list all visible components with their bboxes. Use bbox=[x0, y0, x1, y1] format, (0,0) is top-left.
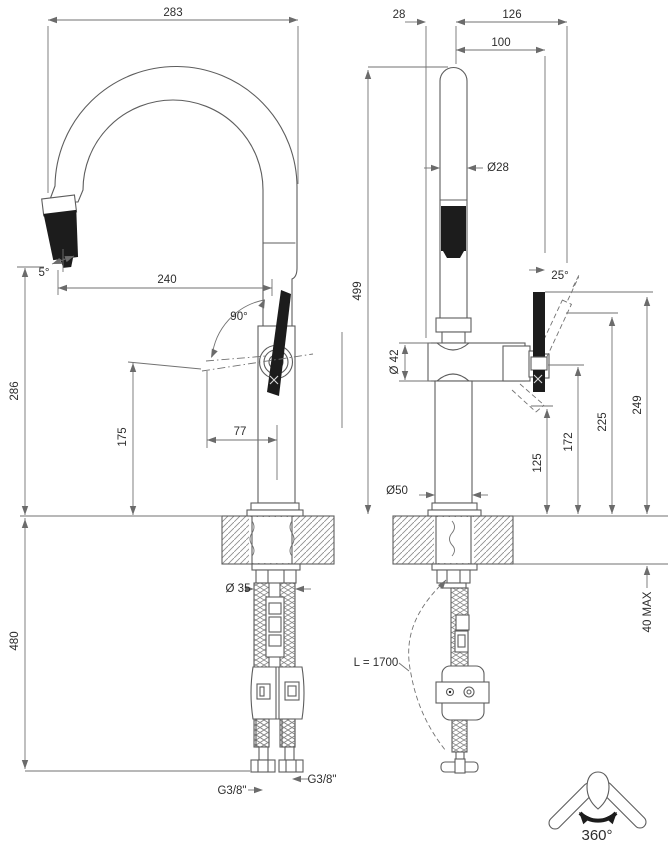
dim-handle-offset: 77 bbox=[233, 426, 247, 438]
countertop-section-front bbox=[393, 516, 513, 564]
dim-lever-angle: 25° bbox=[551, 270, 569, 282]
mounting-nut-front bbox=[432, 564, 477, 588]
base-flange-front bbox=[432, 503, 477, 510]
spout-top-view bbox=[587, 772, 609, 809]
dim-pivot-height: 172 bbox=[563, 432, 575, 452]
dim-counter-thickness-max: 40 MAX bbox=[642, 591, 654, 633]
swivel-rotation-icon bbox=[547, 772, 649, 844]
weight-block bbox=[436, 666, 489, 720]
dim-total-height: 499 bbox=[352, 281, 364, 301]
pullout-hose bbox=[451, 588, 469, 668]
hose-connector-block bbox=[251, 667, 304, 719]
side-view bbox=[9, 7, 337, 797]
dim-body-diameter: Ø 42 bbox=[389, 349, 401, 375]
body-collar bbox=[436, 318, 471, 332]
dim-spout-diameter: Ø28 bbox=[487, 162, 509, 174]
base-flange bbox=[251, 503, 299, 510]
spout-riser-tube bbox=[440, 68, 467, 327]
spout-arc bbox=[49, 66, 297, 326]
hose-length-curve bbox=[409, 580, 446, 751]
front-view bbox=[342, 9, 668, 773]
dim-handle-height: 175 bbox=[117, 427, 129, 447]
dim-base-diameter: Ø50 bbox=[386, 485, 408, 497]
faucet-body-front bbox=[435, 381, 472, 503]
dim-lever-extent: 100 bbox=[491, 37, 511, 49]
dim-spout-reach: 240 bbox=[157, 274, 177, 286]
dim-lever-tilted-height: 225 bbox=[597, 412, 609, 432]
mounting-nut-side bbox=[252, 564, 300, 583]
dim-hole-diameter: Ø 35 bbox=[225, 583, 251, 595]
dim-spout-width: 283 bbox=[163, 7, 183, 19]
dim-handle-extent: 126 bbox=[502, 9, 522, 21]
spout-grip bbox=[441, 206, 466, 251]
hose-end-fittings bbox=[251, 719, 303, 772]
dim-under-counter-depth: 480 bbox=[9, 631, 21, 651]
dim-lever-top-height: 249 bbox=[632, 395, 644, 415]
dim-spray-angle: 5° bbox=[38, 267, 50, 279]
dim-supply-connection-right: G3/8" bbox=[307, 774, 337, 786]
dim-outlet-height: 286 bbox=[9, 381, 21, 401]
base-plate bbox=[247, 510, 303, 516]
dim-lever-bottom-height: 125 bbox=[532, 453, 544, 473]
dim-swivel-angle: 360° bbox=[581, 827, 613, 844]
dim-hose-length: L = 1700 bbox=[353, 657, 399, 669]
hose-end-front bbox=[441, 720, 478, 773]
dim-center-offset: 28 bbox=[392, 9, 406, 21]
handle-lever-front bbox=[533, 292, 545, 358]
dim-handle-rotation: 90° bbox=[230, 311, 248, 323]
spray-head bbox=[42, 195, 83, 269]
countertop-section-side bbox=[222, 516, 334, 564]
dim-supply-connection-left: G3/8" bbox=[217, 785, 247, 797]
